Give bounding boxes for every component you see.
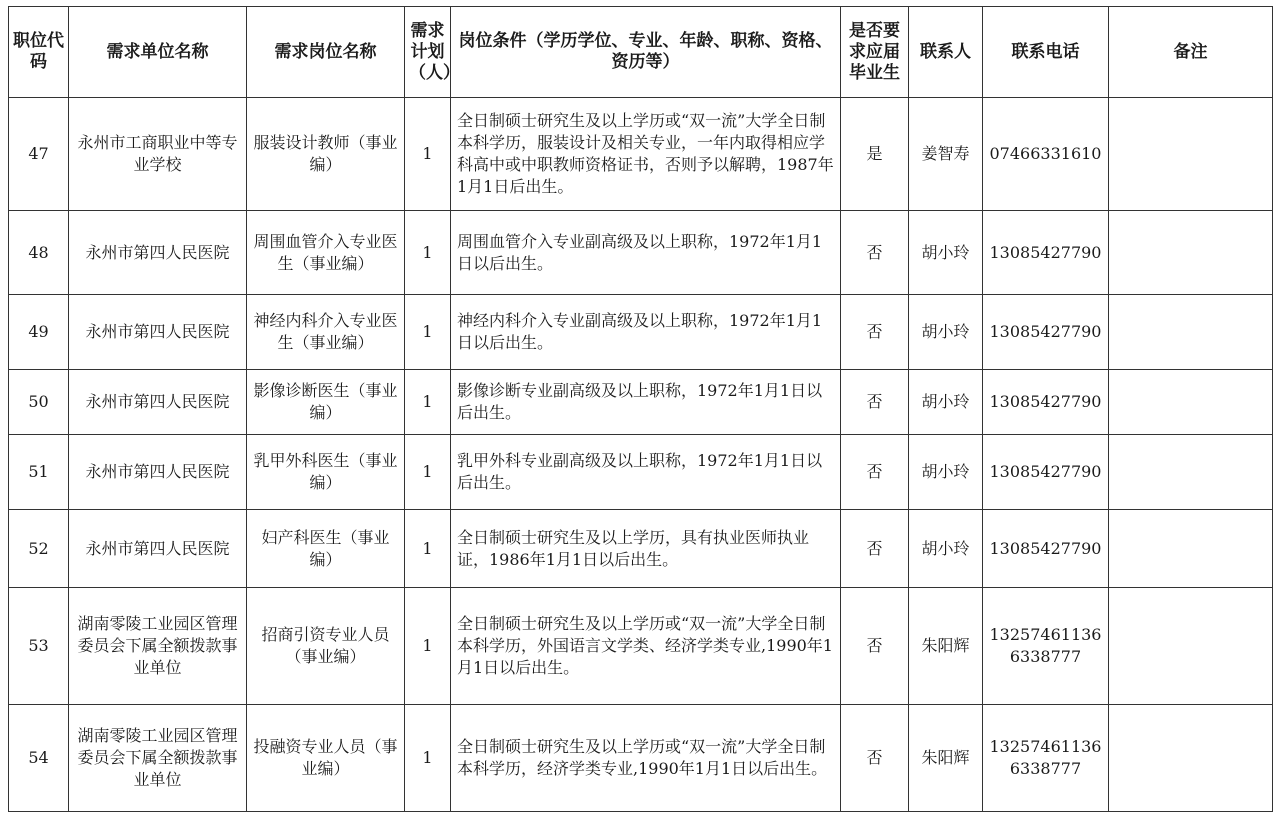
cell-note bbox=[1109, 211, 1273, 295]
cell-phone: 07466331610 bbox=[983, 98, 1109, 211]
cell-post: 神经内科介入专业医生（事业编） bbox=[247, 295, 405, 370]
cell-requirements: 乳甲外科专业副高级及以上职称，1972年1月1日以后出生。 bbox=[451, 435, 841, 510]
cell-plan: 1 bbox=[405, 370, 451, 435]
cell-graduate: 是 bbox=[841, 98, 909, 211]
cell-graduate: 否 bbox=[841, 510, 909, 588]
cell-post: 影像诊断医生（事业编） bbox=[247, 370, 405, 435]
table-row bbox=[9, 295, 1273, 370]
cell-contact: 胡小玲 bbox=[909, 211, 983, 295]
header-graduate: 是否要求应届毕业生 bbox=[841, 7, 909, 98]
header-plan: 需求计划（人） bbox=[405, 7, 451, 98]
cell-post: 乳甲外科医生（事业编） bbox=[247, 435, 405, 510]
cell-post: 招商引资专业人员（事业编） bbox=[247, 588, 405, 705]
cell-contact: 姜智寿 bbox=[909, 98, 983, 211]
cell-code: 47 bbox=[9, 98, 69, 211]
cell-graduate: 否 bbox=[841, 705, 909, 812]
cell-note bbox=[1109, 588, 1273, 705]
cell-plan: 1 bbox=[405, 705, 451, 812]
cell-unit: 永州市第四人民医院 bbox=[69, 211, 247, 295]
cell-code: 51 bbox=[9, 435, 69, 510]
cell-plan: 1 bbox=[405, 588, 451, 705]
header-phone: 联系电话 bbox=[983, 7, 1109, 98]
table-header bbox=[9, 7, 1273, 98]
cell-plan: 1 bbox=[405, 435, 451, 510]
header-note: 备注 bbox=[1109, 7, 1273, 98]
table-body bbox=[9, 98, 1273, 812]
cell-contact: 胡小玲 bbox=[909, 370, 983, 435]
cell-contact: 胡小玲 bbox=[909, 295, 983, 370]
header-post: 需求岗位名称 bbox=[247, 7, 405, 98]
recruitment-table-sheet bbox=[8, 6, 1272, 812]
header-requirements: 岗位条件（学历学位、专业、年龄、职称、资格、资历等） bbox=[451, 7, 841, 98]
cell-plan: 1 bbox=[405, 211, 451, 295]
cell-note bbox=[1109, 370, 1273, 435]
cell-requirements: 全日制硕士研究生及以上学历或“双一流”大学全日制本科学历，经济学类专业,1990年1月1日以后出生。 bbox=[451, 705, 841, 812]
cell-code: 49 bbox=[9, 295, 69, 370]
cell-requirements: 神经内科介入专业副高级及以上职称，1972年1月1日以后出生。 bbox=[451, 295, 841, 370]
table-row bbox=[9, 705, 1273, 812]
header-code: 职位代码 bbox=[9, 7, 69, 98]
cell-phone: 13085427790 bbox=[983, 370, 1109, 435]
cell-unit: 湖南零陵工业园区管理委员会下属全额拨款事业单位 bbox=[69, 588, 247, 705]
cell-unit: 湖南零陵工业园区管理委员会下属全额拨款事业单位 bbox=[69, 705, 247, 812]
cell-post: 服装设计教师（事业编） bbox=[247, 98, 405, 211]
cell-plan: 1 bbox=[405, 98, 451, 211]
table-row bbox=[9, 98, 1273, 211]
cell-contact: 朱阳辉 bbox=[909, 588, 983, 705]
cell-code: 48 bbox=[9, 211, 69, 295]
cell-unit: 永州市第四人民医院 bbox=[69, 295, 247, 370]
cell-phone: 13085427790 bbox=[983, 295, 1109, 370]
table-row bbox=[9, 435, 1273, 510]
header-row bbox=[9, 7, 1273, 98]
cell-phone: 13257461136 6338777 bbox=[983, 705, 1109, 812]
cell-note bbox=[1109, 510, 1273, 588]
table-row bbox=[9, 370, 1273, 435]
table-row bbox=[9, 588, 1273, 705]
cell-unit: 永州市第四人民医院 bbox=[69, 370, 247, 435]
cell-graduate: 否 bbox=[841, 435, 909, 510]
cell-note bbox=[1109, 705, 1273, 812]
cell-post: 周围血管介入专业医生（事业编） bbox=[247, 211, 405, 295]
cell-post: 妇产科医生（事业编） bbox=[247, 510, 405, 588]
cell-unit: 永州市第四人民医院 bbox=[69, 510, 247, 588]
cell-requirements: 全日制硕士研究生及以上学历或“双一流”大学全日制本科学历，外国语言文学类、经济学类专业,1990年1月1日以后出生。 bbox=[451, 588, 841, 705]
cell-phone: 13257461136 6338777 bbox=[983, 588, 1109, 705]
cell-contact: 胡小玲 bbox=[909, 510, 983, 588]
cell-code: 53 bbox=[9, 588, 69, 705]
cell-requirements: 影像诊断专业副高级及以上职称，1972年1月1日以后出生。 bbox=[451, 370, 841, 435]
recruitment-table bbox=[8, 6, 1273, 812]
cell-note bbox=[1109, 435, 1273, 510]
cell-note bbox=[1109, 98, 1273, 211]
cell-unit: 永州市第四人民医院 bbox=[69, 435, 247, 510]
cell-contact: 胡小玲 bbox=[909, 435, 983, 510]
cell-note bbox=[1109, 295, 1273, 370]
table-row bbox=[9, 211, 1273, 295]
cell-graduate: 否 bbox=[841, 370, 909, 435]
cell-requirements: 全日制硕士研究生及以上学历，具有执业医师执业证，1986年1月1日以后出生。 bbox=[451, 510, 841, 588]
cell-requirements: 全日制硕士研究生及以上学历或“双一流”大学全日制本科学历，服装设计及相关专业，一年内取得相应学科高中或中职教师资格证书，否则予以解聘，1987年1月1日后出生。 bbox=[451, 98, 841, 211]
cell-contact: 朱阳辉 bbox=[909, 705, 983, 812]
cell-phone: 13085427790 bbox=[983, 211, 1109, 295]
cell-plan: 1 bbox=[405, 510, 451, 588]
cell-graduate: 否 bbox=[841, 588, 909, 705]
cell-code: 54 bbox=[9, 705, 69, 812]
cell-unit: 永州市工商职业中等专业学校 bbox=[69, 98, 247, 211]
cell-requirements: 周围血管介入专业副高级及以上职称，1972年1月1日以后出生。 bbox=[451, 211, 841, 295]
cell-code: 50 bbox=[9, 370, 69, 435]
table-row bbox=[9, 510, 1273, 588]
cell-code: 52 bbox=[9, 510, 69, 588]
cell-phone: 13085427790 bbox=[983, 435, 1109, 510]
cell-graduate: 否 bbox=[841, 295, 909, 370]
cell-phone: 13085427790 bbox=[983, 510, 1109, 588]
header-contact: 联系人 bbox=[909, 7, 983, 98]
cell-plan: 1 bbox=[405, 295, 451, 370]
cell-post: 投融资专业人员（事业编） bbox=[247, 705, 405, 812]
cell-graduate: 否 bbox=[841, 211, 909, 295]
header-unit: 需求单位名称 bbox=[69, 7, 247, 98]
